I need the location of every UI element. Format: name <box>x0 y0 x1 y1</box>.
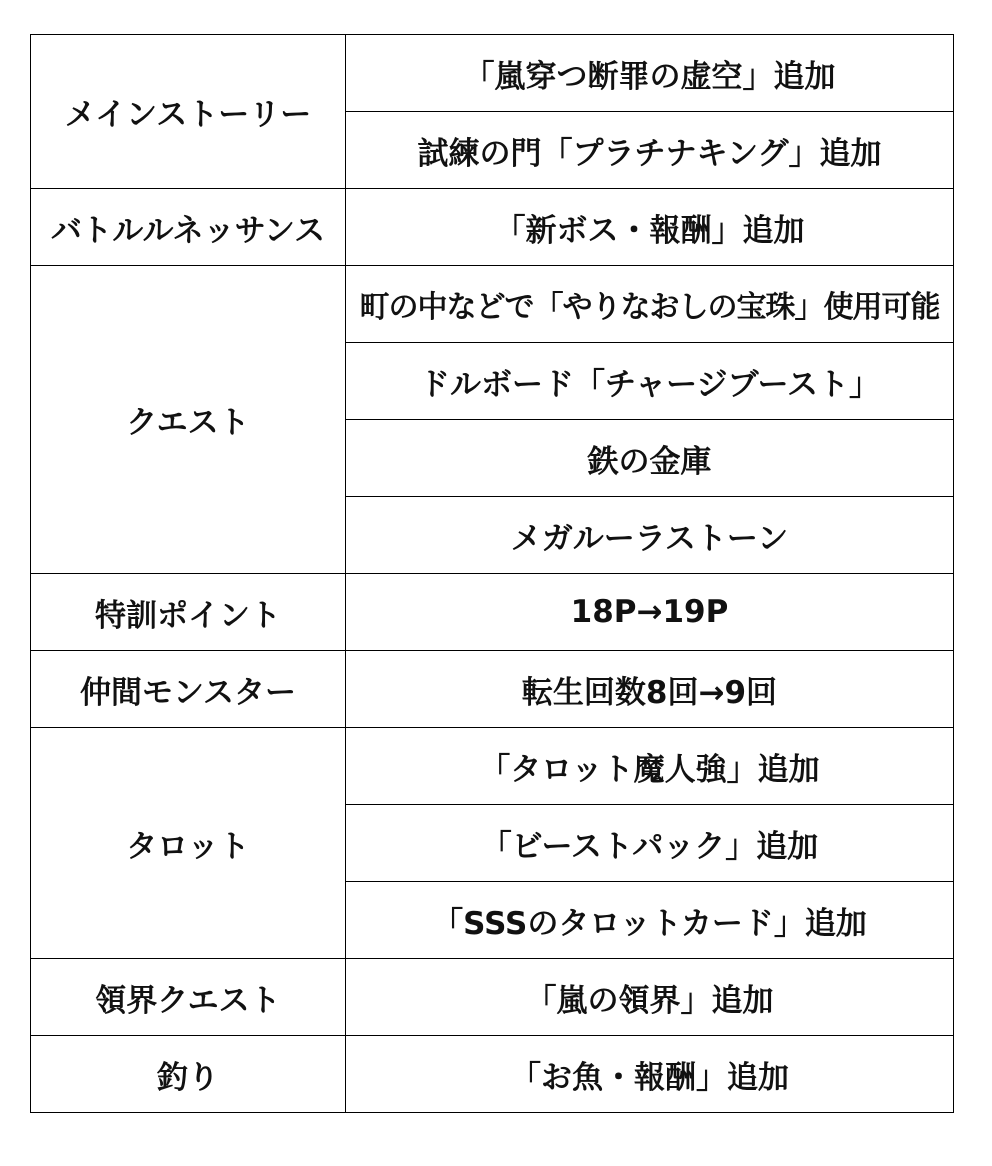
detail-cell: 18P→19P <box>346 574 954 651</box>
detail-cell: メガルーラストーン <box>346 497 954 574</box>
detail-cell: 「お魚・報酬」追加 <box>346 1036 954 1113</box>
detail-cell: 「タロット魔人強」追加 <box>346 728 954 805</box>
table-row <box>31 728 954 805</box>
detail-cell: 試練の門「プラチナキング」追加 <box>346 112 954 189</box>
category-cell: 釣り <box>31 1036 346 1113</box>
detail-cell: 町の中などで「やりなおしの宝珠」使用可能 <box>346 266 954 343</box>
detail-cell: 「嵐の領界」追加 <box>346 959 954 1036</box>
detail-cell: 転生回数8回→9回 <box>346 651 954 728</box>
table-row <box>31 35 954 112</box>
detail-cell: 「ビーストパック」追加 <box>346 805 954 882</box>
category-cell: バトルルネッサンス <box>31 189 346 266</box>
category-cell: 領界クエスト <box>31 959 346 1036</box>
table-row <box>31 189 954 266</box>
detail-cell: 「新ボス・報酬」追加 <box>346 189 954 266</box>
category-cell: タロット <box>31 728 346 959</box>
detail-cell: 「SSSのタロットカード」追加 <box>346 882 954 959</box>
detail-cell: 鉄の金庫 <box>346 420 954 497</box>
table-row <box>31 959 954 1036</box>
detail-cell: 「嵐穿つ断罪の虚空」追加 <box>346 35 954 112</box>
category-cell: 特訓ポイント <box>31 574 346 651</box>
table-row <box>31 651 954 728</box>
category-cell: メインストーリー <box>31 35 346 189</box>
category-cell: 仲間モンスター <box>31 651 346 728</box>
table-row <box>31 1036 954 1113</box>
table-row <box>31 574 954 651</box>
update-table <box>30 34 954 1113</box>
detail-cell: ドルボード「チャージブースト」 <box>346 343 954 420</box>
update-table-body <box>31 35 954 1113</box>
table-row <box>31 266 954 343</box>
category-cell: クエスト <box>31 266 346 574</box>
